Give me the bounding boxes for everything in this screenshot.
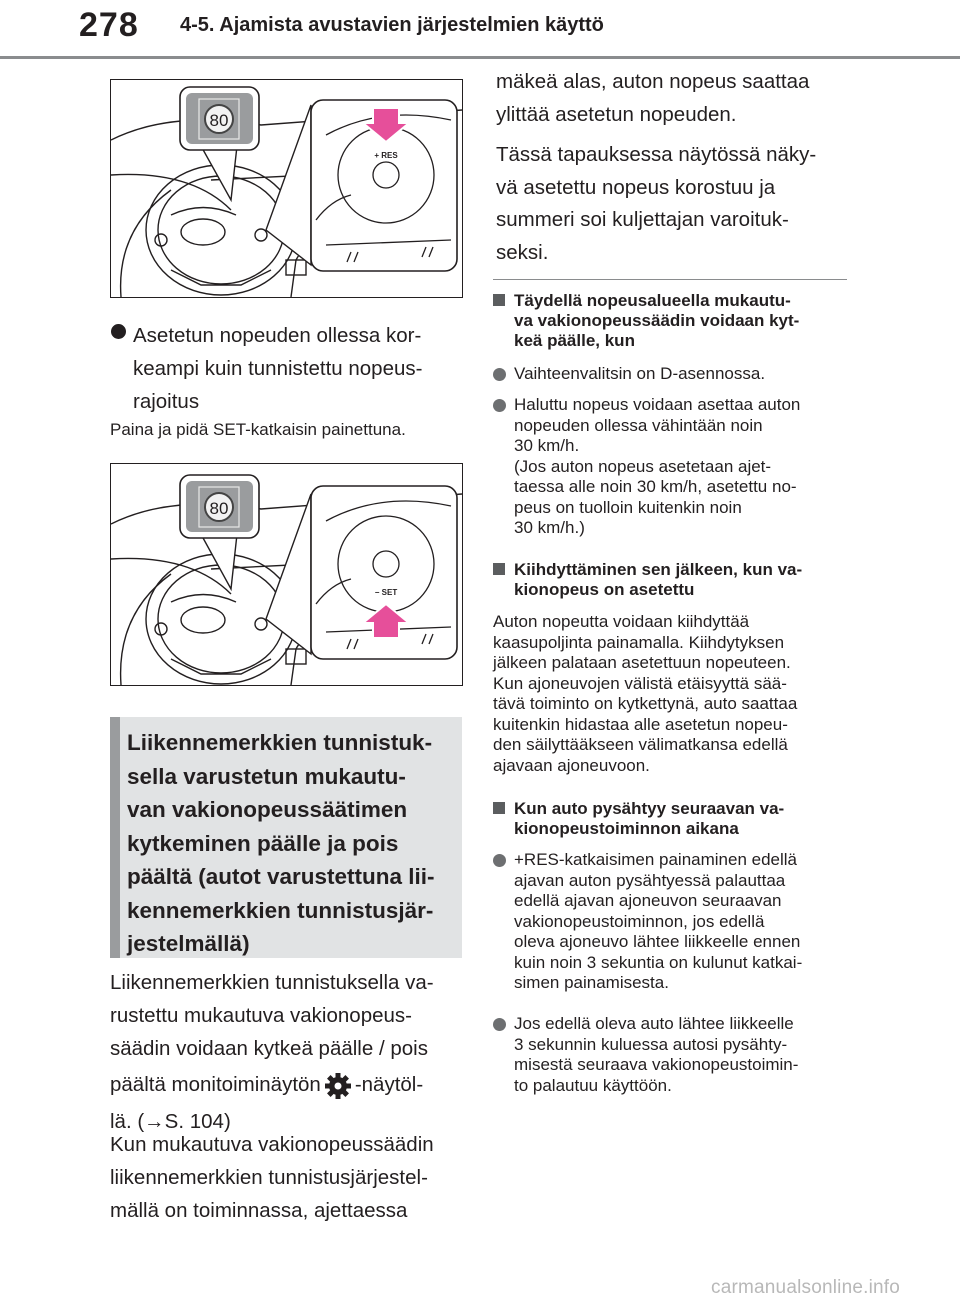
text-line: taessa alle noin 30 km/h, asetettu no- bbox=[514, 477, 797, 496]
text-line: kaasupoljinta painamalla. Kiihdytyksen bbox=[493, 632, 785, 652]
text-line: ajavaan ajoneuvoon. bbox=[493, 755, 650, 775]
bullet-speed-higher bbox=[110, 319, 460, 418]
heading-line: van vakionopeussäätimen bbox=[127, 797, 408, 822]
display-speed-text: 80 bbox=[209, 111, 229, 130]
text-line: va vakionopeussäädin voidaan kyt- bbox=[514, 311, 800, 330]
section-heading bbox=[127, 726, 457, 961]
subheading-vehicle-stops bbox=[493, 799, 853, 839]
text-line: Vaihteenvalitsin on D-asennossa. bbox=[514, 364, 766, 383]
text-line: Auton nopeutta voidaan kiihdyttää bbox=[493, 612, 750, 631]
figure-set-button bbox=[110, 463, 463, 686]
text-line: tävä toiminto on kytkettynä, auto saattaa bbox=[493, 694, 798, 713]
heading-line: jestelmällä) bbox=[127, 931, 250, 956]
square-bullet-icon bbox=[493, 563, 505, 575]
bullet-res-resume bbox=[493, 850, 853, 994]
text-line: nopeuden ollessa vähintään noin bbox=[514, 415, 763, 435]
display-speed-text: 80 bbox=[209, 499, 229, 518]
paragraph-downhill-continued bbox=[496, 66, 856, 269]
page-header bbox=[0, 0, 960, 57]
square-bullet-icon bbox=[493, 294, 505, 306]
paragraph-acceleration bbox=[493, 612, 853, 776]
text-line: Asetetun nopeuden ollessa kor- bbox=[133, 324, 422, 347]
text-line: Liikennemerkkien tunnistuksella va- bbox=[110, 971, 434, 994]
text-line: vä asetettu nopeus korostuu ja bbox=[496, 175, 776, 199]
square-bullet-icon bbox=[493, 802, 505, 814]
text-line: Kiihdyttäminen sen jälkeen, kun va- bbox=[514, 560, 803, 579]
text-line: den säilyttääkseen välimatkansa edellä bbox=[493, 735, 788, 754]
bullet-gear-d bbox=[493, 364, 853, 385]
steering-wheel-set-illustration bbox=[111, 464, 462, 685]
watermark: carmanualsonline.info bbox=[711, 1277, 901, 1298]
text-line: ylittää asetetun nopeuden. bbox=[496, 102, 737, 126]
text-line: mällä on toiminnassa, ajettaessa bbox=[110, 1199, 408, 1222]
header-rule bbox=[0, 56, 960, 59]
text-line: edellä ajavan ajoneuvon seuraavan bbox=[514, 891, 782, 910]
text-line: Tässä tapauksessa näytössä näky- bbox=[496, 143, 817, 166]
bullet-auto-resume bbox=[493, 1014, 853, 1096]
text-fragment: -näytöl- bbox=[354, 1073, 424, 1096]
text-line: rajoitus bbox=[133, 390, 200, 413]
round-bullet-icon bbox=[493, 368, 506, 381]
text-line: 3 sekunnin kuluessa autosi pysähty- bbox=[514, 1034, 788, 1054]
text-line: säädin voidaan kytkeä päälle / pois bbox=[110, 1037, 428, 1060]
text-line bbox=[110, 1065, 462, 1105]
text-line: seksi. bbox=[496, 240, 549, 264]
text-fragment: päältä monitoiminäytön bbox=[110, 1073, 321, 1096]
gear-icon bbox=[323, 1071, 353, 1101]
heading-line: sella varustetun mukautu- bbox=[127, 763, 406, 789]
text-line: summeri soi kuljettajan varoituk- bbox=[496, 208, 789, 231]
text-line: vakionopeustoiminnon, jos edellä bbox=[514, 911, 765, 931]
text-line: misestä seuraava vakionopeustoimin- bbox=[514, 1055, 799, 1074]
section-title: 4-5. Ajamista avustavien järjestelmien käyttö bbox=[180, 14, 604, 36]
text-line: jälkeen palataan asetettuun nopeuteen. bbox=[493, 653, 791, 672]
text-line: rustettu mukautuva vakionopeus- bbox=[110, 1004, 412, 1027]
text-line: kuitenkin hidastaa alle asetetun nopeu- bbox=[493, 714, 788, 734]
heading-line: Liikennemerkkien tunnistuk- bbox=[127, 730, 433, 755]
steering-wheel-res-illustration bbox=[111, 80, 462, 297]
instruction-text: Paina ja pidä SET-katkaisin painettuna. bbox=[110, 420, 406, 439]
text-line: ajavan auton pysähtyessä palauttaa bbox=[514, 870, 786, 890]
heading-line: päältä (autot varustettuna lii- bbox=[127, 864, 435, 889]
text-line: lä. (→S. 104) bbox=[110, 1110, 231, 1133]
text-line: keä päälle, kun bbox=[514, 331, 635, 350]
page-number: 278 bbox=[79, 6, 139, 44]
section-heading-box bbox=[110, 717, 462, 958]
text-line: to palautuu käyttöön. bbox=[514, 1075, 672, 1095]
text-line: peus on tuolloin kuitenkin noin bbox=[514, 497, 742, 517]
paragraph-switch-on-off bbox=[110, 966, 462, 1138]
text-line: Jos edellä oleva auto lähtee liikkeelle bbox=[514, 1014, 794, 1033]
text-line: liikennemerkkien tunnistusjärjestel- bbox=[110, 1166, 428, 1189]
text-line: mäkeä alas, auton nopeus saattaa bbox=[496, 70, 810, 93]
round-bullet-icon bbox=[493, 399, 506, 412]
text-line: kuin noin 3 sekuntia on kulunut katkai- bbox=[514, 952, 803, 972]
subheading-full-speed-range bbox=[493, 291, 853, 351]
text-line: Kun mukautuva vakionopeussäädin bbox=[110, 1133, 434, 1156]
subheading-acceleration bbox=[493, 560, 853, 600]
text-line: Kun auto pysähtyy seuraavan va- bbox=[514, 799, 785, 818]
text-line: 30 km/h. bbox=[514, 436, 580, 455]
round-bullet-icon bbox=[493, 854, 506, 867]
round-bullet-icon bbox=[111, 324, 126, 339]
text-line: +RES-katkaisimen painaminen edellä bbox=[514, 850, 798, 869]
bullet-min-speed bbox=[493, 395, 853, 539]
figure-res-button bbox=[110, 79, 463, 298]
res-button-label: + RES bbox=[374, 151, 398, 160]
section-rule bbox=[493, 279, 847, 280]
set-button-label: − SET bbox=[374, 588, 398, 597]
text-line: kionopeustoiminnon aikana bbox=[514, 819, 739, 838]
text-line: kionopeus on asetettu bbox=[514, 580, 695, 599]
heading-line: kennemerkkien tunnistusjär- bbox=[127, 897, 434, 923]
round-bullet-icon bbox=[493, 1018, 506, 1031]
text-line: Haluttu nopeus voidaan asettaa auton bbox=[514, 395, 801, 414]
text-line: simen painamisesta. bbox=[514, 973, 669, 992]
text-line: (Jos auton nopeus asetetaan ajet- bbox=[514, 456, 772, 476]
text-line: oleva ajoneuvo lähtee liikkeelle ennen bbox=[514, 932, 801, 951]
text-line: 30 km/h.) bbox=[514, 518, 585, 537]
text-line: Täydellä nopeusalueella mukautu- bbox=[514, 291, 791, 310]
text-line: keampi kuin tunnistettu nopeus- bbox=[133, 357, 423, 380]
paragraph-downhill bbox=[110, 1128, 462, 1227]
text-line: Kun ajoneuvojen välistä etäisyyttä sää- bbox=[493, 673, 787, 693]
heading-line: kytkeminen päälle ja pois bbox=[127, 830, 399, 856]
box-accent-bar bbox=[110, 717, 120, 958]
